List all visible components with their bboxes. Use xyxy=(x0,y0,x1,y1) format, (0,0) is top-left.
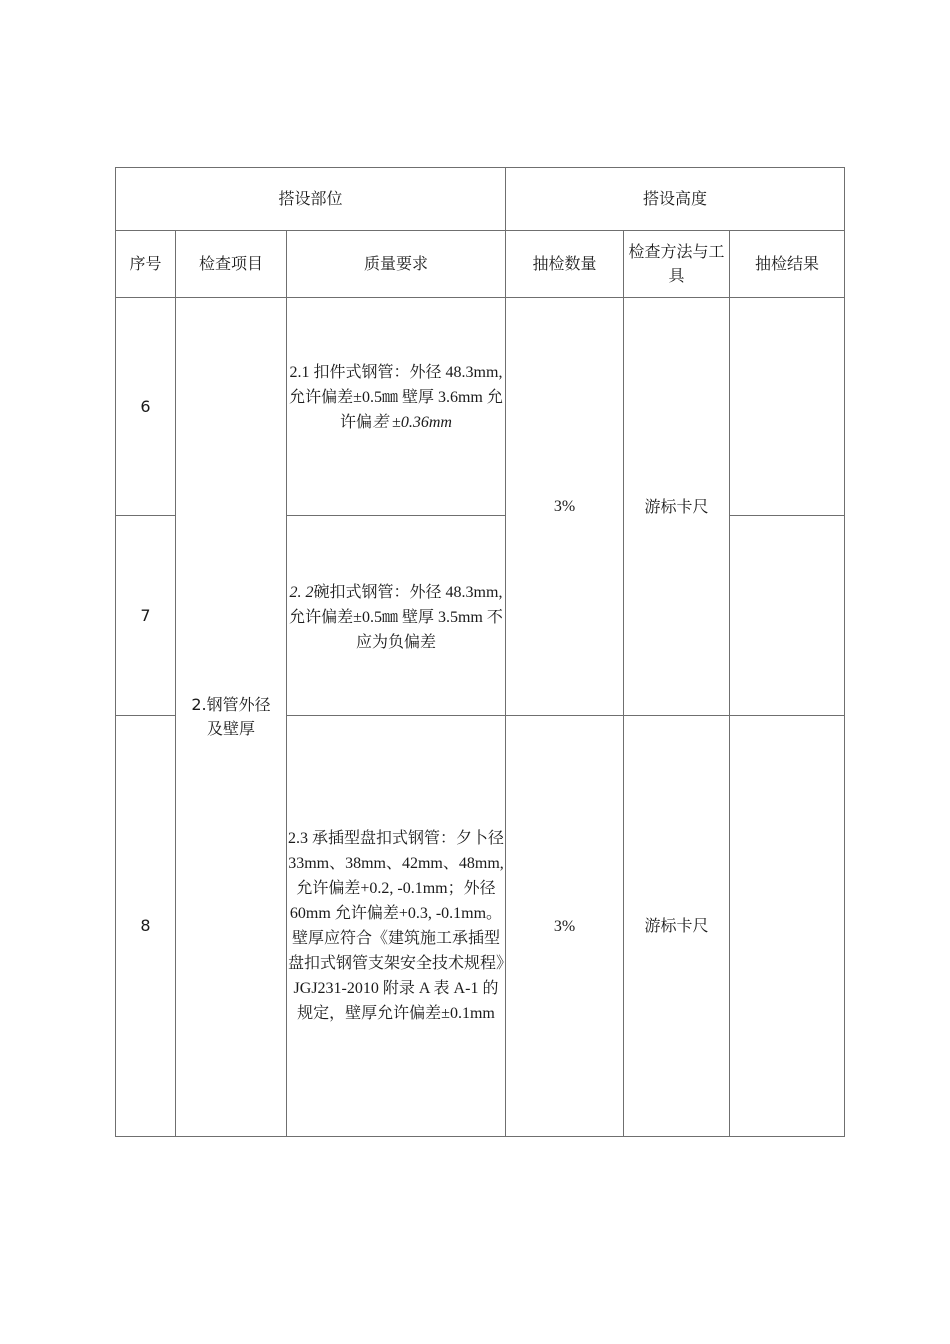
col-header-item: 检查项目 xyxy=(176,231,287,298)
row-no: 6 xyxy=(116,298,176,516)
row-no: 7 xyxy=(116,516,176,716)
requirement-text-italic: 2. 2 xyxy=(289,584,314,601)
requirement-text: 2.1 扣件式钢管：外径 48.3mm, 允许偏差±0.5㎜ 壁厚 3.6mm 允许偏 xyxy=(289,364,503,431)
height-label: 搭设高度 xyxy=(506,168,845,231)
method-cell: 游标卡尺 xyxy=(624,716,730,1137)
table-row xyxy=(116,298,845,516)
check-item-text: 2.钢管外径及壁厚 xyxy=(191,695,271,738)
result-cell xyxy=(730,298,845,516)
result-cell xyxy=(730,516,845,716)
quantity-cell xyxy=(506,716,624,1137)
method-cell: 游标卡尺 xyxy=(624,298,730,716)
col-header-no: 序号 xyxy=(116,231,176,298)
requirement-cell xyxy=(287,298,506,516)
col-header-result: 抽检结果 xyxy=(730,231,845,298)
col-header-requirement: 质量要求 xyxy=(287,231,506,298)
location-label: 搭设部位 xyxy=(116,168,506,231)
col-header-method xyxy=(624,231,730,298)
row-no: 8 xyxy=(116,716,176,1137)
inspection-table xyxy=(115,167,845,1137)
quantity-value: 3% xyxy=(553,498,576,515)
col-header-method-text: 检查方法与工具 xyxy=(628,242,725,285)
requirement-cell xyxy=(287,716,506,1137)
requirement-text: 碗扣式钢管：外径 48.3mm, 允许偏差±0.5㎜ 壁厚 3.5mm 不应为负偏差 xyxy=(289,584,503,651)
col-header-quantity: 抽检数量 xyxy=(506,231,624,298)
check-item-cell xyxy=(176,298,287,1137)
requirement-cell xyxy=(287,516,506,716)
quantity-value: 3% xyxy=(553,917,576,935)
result-cell xyxy=(730,716,845,1137)
requirement-text-italic: 差 ±0.36mm xyxy=(372,414,452,431)
quantity-cell xyxy=(506,298,624,716)
requirement-text: 2.3 承插型盘扣式钢管：夕卜径 33mm、38mm、42mm、48mm, 允许偏差+0.2, -0.1mm；外径 60mm 允许偏差+0.3, -0.1mm。壁厚应符合《建筑施工承插型盘扣式钢管支架安全技术规程》JGJ231-2010 附录 A 表 A-1 的规定，壁厚允许偏差±0.1mm xyxy=(287,830,504,1022)
